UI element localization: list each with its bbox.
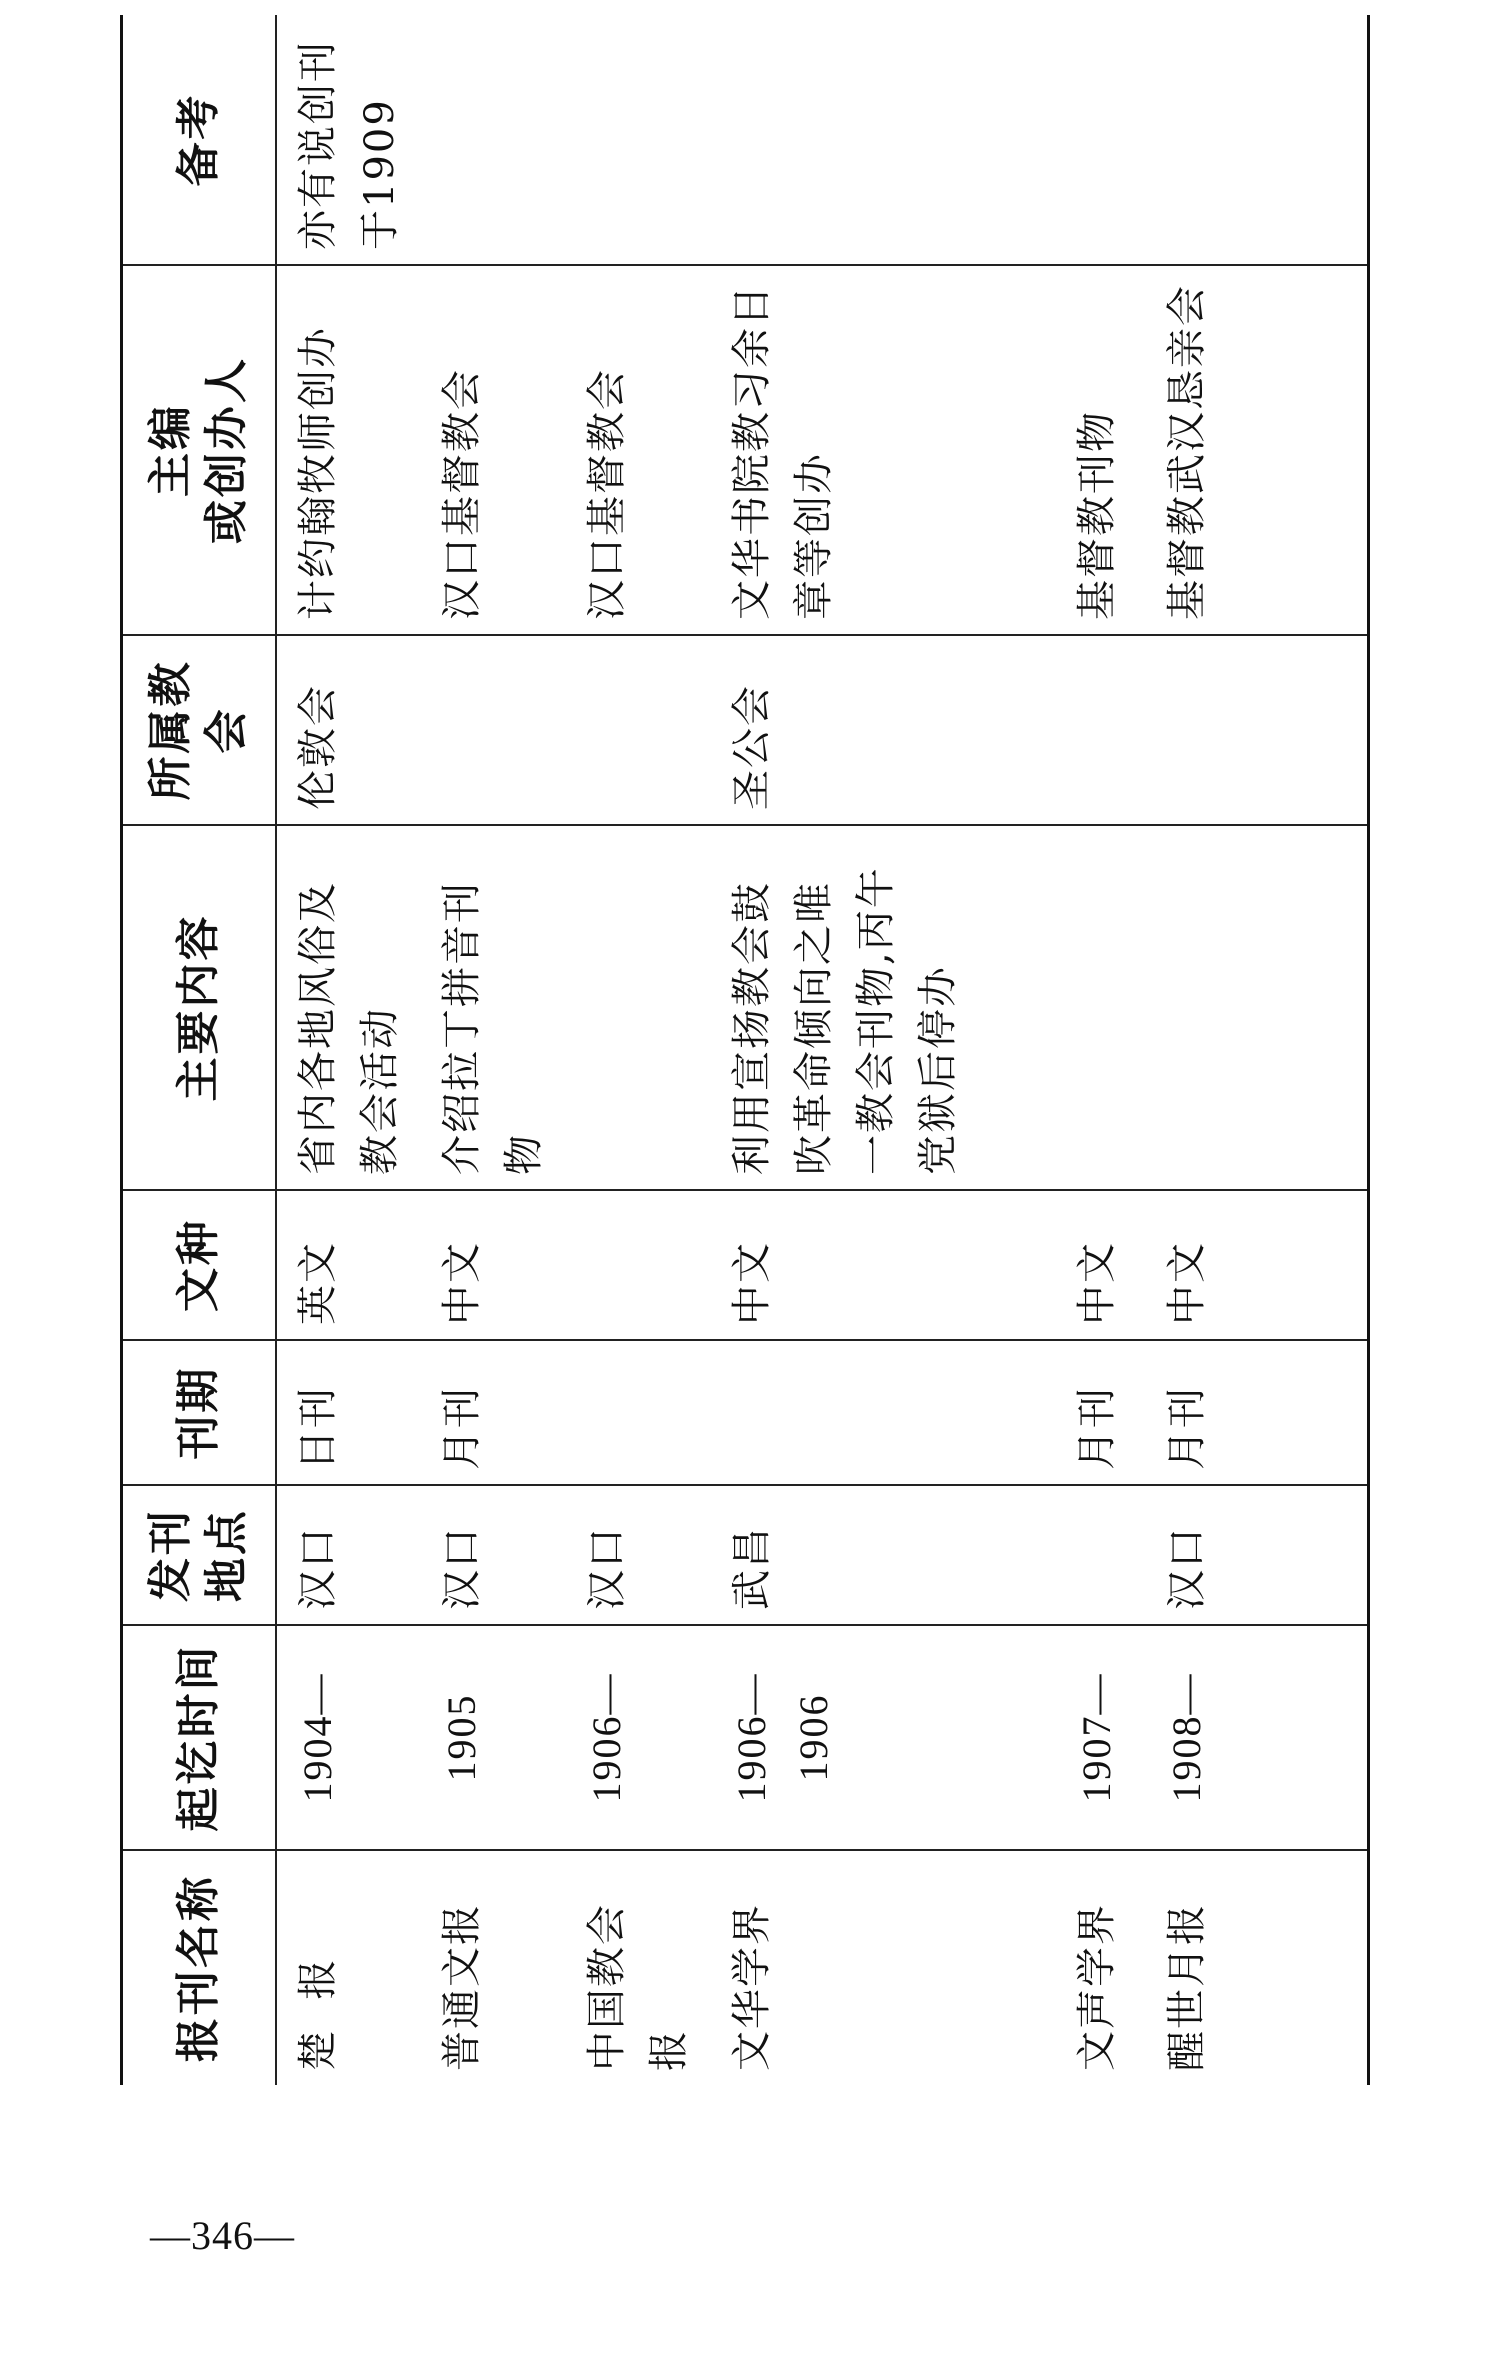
- cell-place: 汉口: [1146, 1485, 1296, 1625]
- cell-notes: [1146, 15, 1296, 265]
- cell-language: 中文: [1056, 1190, 1146, 1340]
- cell-name: 文声学界: [1056, 1850, 1146, 2085]
- page-number: —346—: [150, 2213, 295, 2258]
- cell-church: [421, 635, 566, 825]
- cell-name: 楚 报: [276, 1850, 421, 2085]
- cell-notes: [566, 15, 711, 265]
- cell-content: [1146, 825, 1296, 1190]
- cell-name: 醒世月报: [1146, 1850, 1296, 2085]
- cell-notes: [421, 15, 566, 265]
- cell-dates: 1906—: [566, 1625, 711, 1850]
- header-language: 文种: [122, 1190, 277, 1340]
- table-row: [711, 15, 1056, 2085]
- cell-editor: 计约翰牧师创办: [276, 265, 421, 635]
- cell-dates: 1906—1906: [711, 1625, 1056, 1850]
- cell-editor: 基督教武汉恳亲会: [1146, 265, 1296, 635]
- table-row: [1056, 15, 1146, 2085]
- cell-frequency: 月刊: [1056, 1340, 1146, 1485]
- cell-content: [566, 825, 711, 1190]
- cell-church: 圣公会: [711, 635, 1056, 825]
- cell-editor: 汉口基督教会: [566, 265, 711, 635]
- cell-editor: 基督教刊物: [1056, 265, 1146, 635]
- table-header-row: [122, 15, 277, 2085]
- cell-frequency: 月刊: [421, 1340, 566, 1485]
- table-row: [1146, 15, 1296, 2085]
- cell-frequency: 月刊: [1146, 1340, 1296, 1485]
- cell-name: 文华学界: [711, 1850, 1056, 2085]
- cell-language: 中文: [1146, 1190, 1296, 1340]
- cell-church: 伦敦会: [276, 635, 421, 825]
- header-frequency: 刊期: [122, 1340, 277, 1485]
- cell-place: 汉口: [276, 1485, 421, 1625]
- cell-notes: 亦有说创刊于1909: [276, 15, 421, 265]
- cell-church: [566, 635, 711, 825]
- cell-place: 汉口: [421, 1485, 566, 1625]
- rotated-table-sheet: [120, 15, 1370, 2085]
- cell-dates: 1905: [421, 1625, 566, 1850]
- header-name: 报刊名称: [122, 1850, 277, 2085]
- table-row: [566, 15, 711, 2085]
- periodicals-table: [120, 15, 1370, 2085]
- cell-church: [1146, 635, 1296, 825]
- cell-dates: 1904—: [276, 1625, 421, 1850]
- header-notes: 备考: [122, 15, 277, 265]
- header-dates: 起讫时间: [122, 1625, 277, 1850]
- cell-frequency: [711, 1340, 1056, 1485]
- cell-place: 武昌: [711, 1485, 1056, 1625]
- table-filler-row: [1296, 15, 1369, 2085]
- cell-church: [1056, 635, 1146, 825]
- cell-editor: 文华书院教习余日章等创办: [711, 265, 1056, 635]
- cell-dates: 1908—: [1146, 1625, 1296, 1850]
- header-editor: 主编 或创办人: [122, 265, 277, 635]
- cell-name: 中国教会报: [566, 1850, 711, 2085]
- header-content: 主要内容: [122, 825, 277, 1190]
- cell-language: [566, 1190, 711, 1340]
- cell-language: 中文: [711, 1190, 1056, 1340]
- header-place: 发刊 地点: [122, 1485, 277, 1625]
- cell-content: 介绍拉丁拼音刊物: [421, 825, 566, 1190]
- cell-editor: 汉口基督教会: [421, 265, 566, 635]
- table-row: [421, 15, 566, 2085]
- cell-name: 普通文报: [421, 1850, 566, 2085]
- cell-frequency: 日刊: [276, 1340, 421, 1485]
- cell-place: [1056, 1485, 1146, 1625]
- cell-language: 英文: [276, 1190, 421, 1340]
- cell-content: 省内各地风俗及教会活动: [276, 825, 421, 1190]
- cell-dates: 1907—: [1056, 1625, 1146, 1850]
- header-church: 所属教会: [122, 635, 277, 825]
- cell-frequency: [566, 1340, 711, 1485]
- cell-notes: [711, 15, 1056, 265]
- cell-content: 利用宣扬教会鼓吹革命倾向之唯一教会刊物,丙午党狱后停办: [711, 825, 1056, 1190]
- cell-content: [1056, 825, 1146, 1190]
- cell-place: 汉口: [566, 1485, 711, 1625]
- cell-language: 中文: [421, 1190, 566, 1340]
- table-row: [276, 15, 421, 2085]
- cell-notes: [1056, 15, 1146, 265]
